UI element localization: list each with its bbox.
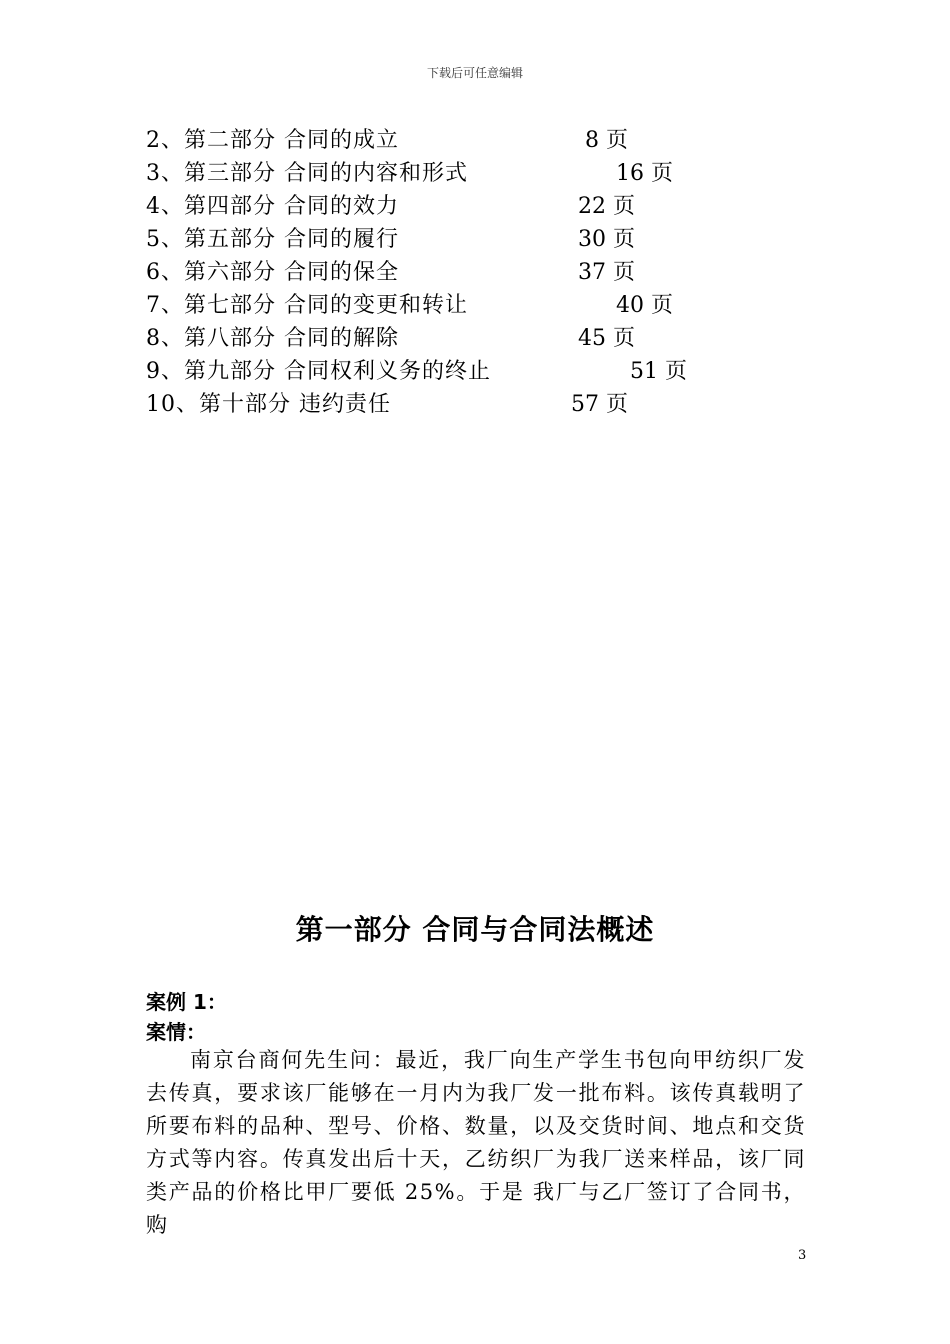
toc-entry-label: 10、第十部分 违约责任 [146, 392, 391, 417]
toc-entry-label: 3、第三部分 合同的内容和形式 [146, 161, 468, 186]
toc-entry-page: 57 页 [571, 392, 628, 417]
case-situation-label: 案情： [146, 1020, 206, 1044]
toc-entry-page: 40 页 [616, 293, 673, 318]
toc-entry-label: 5、第五部分 合同的履行 [146, 227, 399, 252]
toc-entry [146, 388, 746, 421]
toc-entry-label: 9、第九部分 合同权利义务的终止 [146, 359, 491, 384]
toc-entry-page: 51 页 [630, 359, 687, 384]
toc-entry-label: 8、第八部分 合同的解除 [146, 326, 399, 351]
toc-entry [146, 289, 746, 322]
toc-entry [146, 124, 746, 157]
toc-entry [146, 322, 746, 355]
toc-entry-label: 2、第二部分 合同的成立 [146, 128, 399, 153]
toc-entry-label: 4、第四部分 合同的效力 [146, 194, 399, 219]
toc-entry-page: 8 页 [585, 128, 628, 153]
toc-entry-page: 30 页 [578, 227, 635, 252]
toc-entry [146, 190, 746, 223]
toc-entry [146, 256, 746, 289]
toc-entry [146, 223, 746, 256]
page-number: 3 [798, 1248, 807, 1263]
case-body [146, 1044, 806, 1242]
case-paragraph: 南京台商何先生问：最近，我厂向生产学生书包向甲纺织厂发去传真，要求该厂能够在一月内为我厂发一批布料。该传真载明了所要布料的品种、型号、价格、数量，以及交货时间、地点和交货方式等内容。传真发出后十天，乙纺织厂为我厂送来样品，该厂同类产品的价格比甲厂要低 25%。于是 我厂与乙厂签订了合同书，购 [146, 1048, 806, 1237]
case-label: 案例 1： [146, 990, 227, 1014]
section-title: 第一部分 合同与合同法概述 [295, 913, 655, 946]
toc-entry-page: 45 页 [578, 326, 635, 351]
toc-entry-page: 37 页 [578, 260, 635, 285]
page-header: 下载后可任意编辑 [426, 66, 523, 80]
toc-entry-label: 7、第七部分 合同的变更和转让 [146, 293, 468, 318]
toc-entry-page: 22 页 [578, 194, 635, 219]
table-of-contents [146, 124, 746, 421]
toc-entry-page: 16 页 [616, 161, 673, 186]
toc-entry [146, 355, 746, 388]
toc-entry-label: 6、第六部分 合同的保全 [146, 260, 399, 285]
toc-entry [146, 157, 746, 190]
